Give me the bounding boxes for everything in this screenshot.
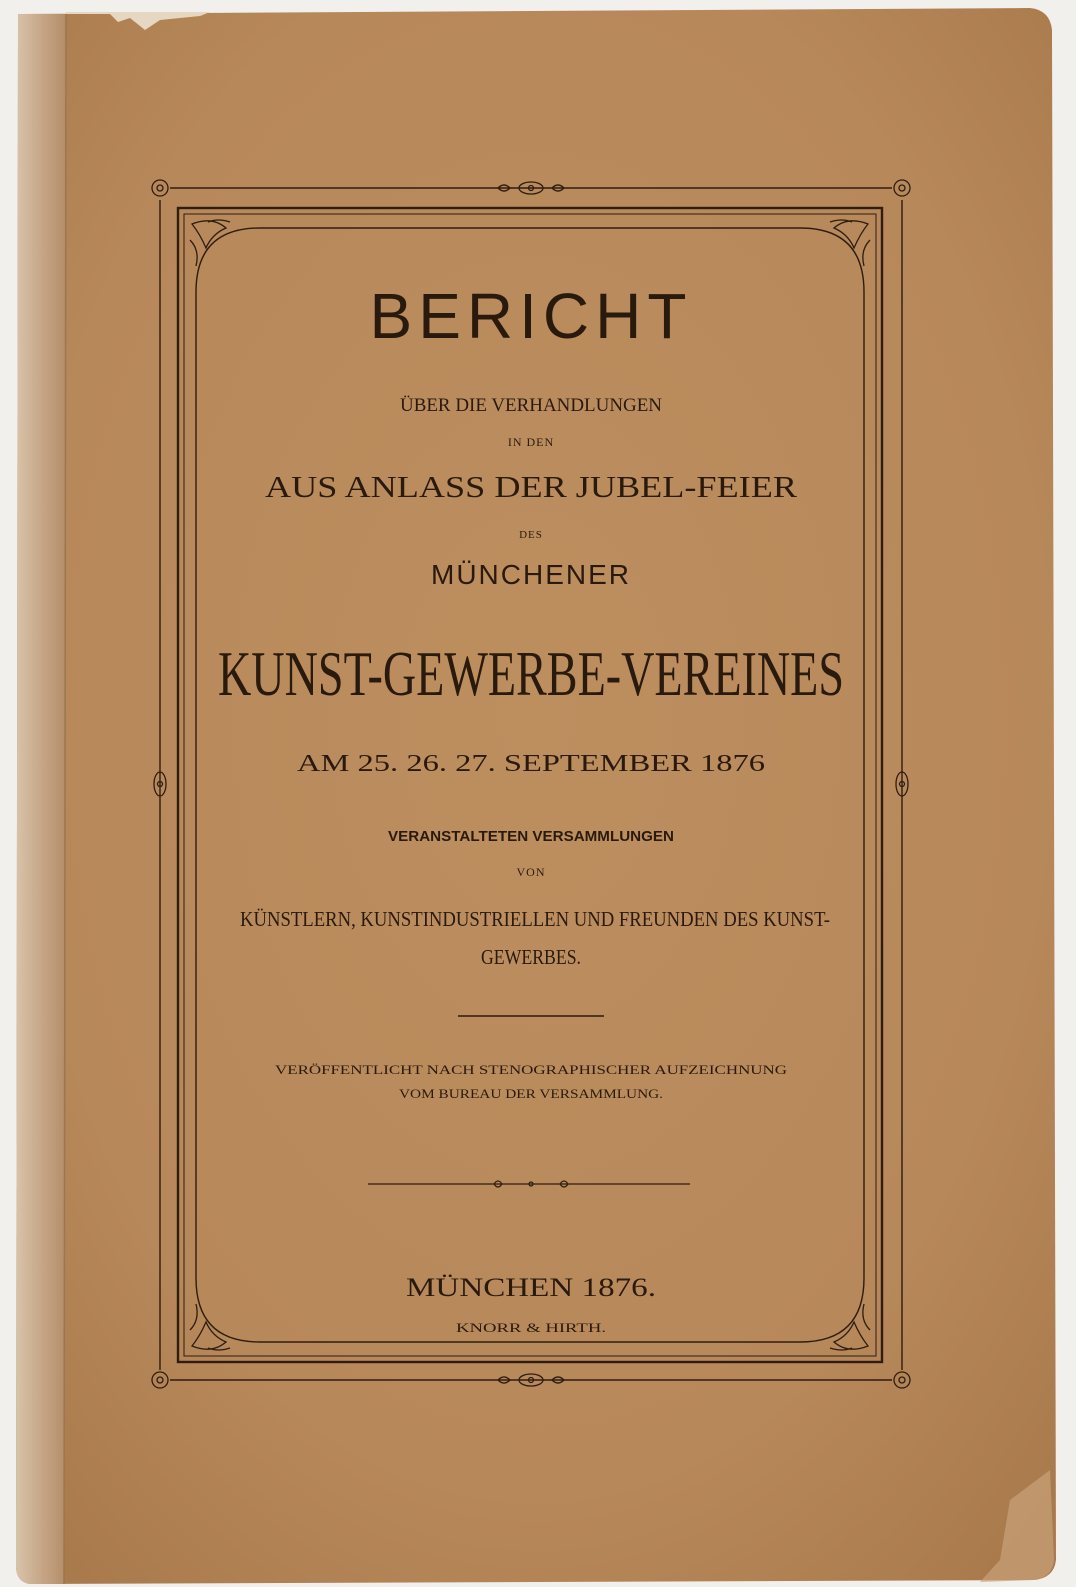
subtitle-line-4: DES <box>519 529 543 541</box>
publication-note-2: VOM BUREAU DER VERSAMMLUNG. <box>399 1086 663 1101</box>
city-adjective: MÜNCHENER <box>431 559 631 590</box>
event-dates: AM 25. 26. 27. SEPTEMBER 1876 <box>297 751 765 777</box>
von-line: VON <box>516 865 546 879</box>
subtitle-line-3: AUS ANLASS DER JUBEL-FEIER <box>265 469 798 504</box>
subtitle-line-2: IN DEN <box>507 435 555 449</box>
spine-strip <box>16 14 66 1584</box>
place-and-year: MÜNCHEN 1876. <box>406 1273 656 1302</box>
publication-note-1: VERÖFFENTLICHT NACH STENOGRAPHISCHER AUFZEICHNUNG <box>275 1062 787 1077</box>
publisher: KNORR & HIRTH. <box>456 1320 606 1335</box>
association-name: KUNST-GEWERBE-VEREINES <box>218 638 844 709</box>
title: BERICHT <box>369 280 693 352</box>
audience-line-2: GEWERBES. <box>481 945 581 969</box>
audience-line-1: KÜNSTLERN, KUNSTINDUSTRIELLEN UND FREUNDEN DES KUNST- <box>240 907 830 931</box>
meetings-line: VERANSTALTETEN VERSAMMLUNGEN <box>388 828 674 845</box>
subtitle-line-1: ÜBER DIE VERHANDLUNGEN <box>400 395 663 416</box>
